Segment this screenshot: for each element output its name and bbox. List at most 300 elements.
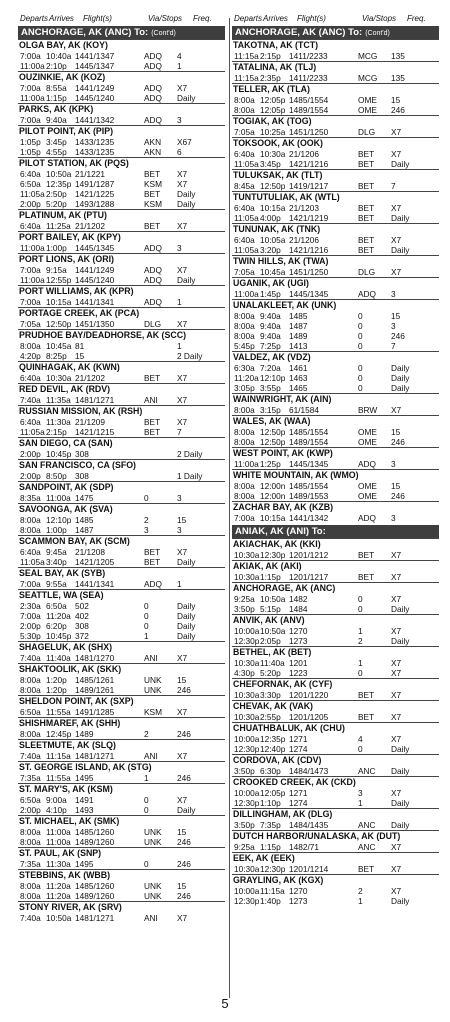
flight-number: 1441/1341 bbox=[75, 579, 115, 589]
frequency: 3 bbox=[391, 459, 396, 469]
via-stops: UNK bbox=[144, 891, 162, 901]
via-stops: BET bbox=[144, 189, 161, 199]
flight-number: 1445/1347 bbox=[75, 61, 115, 71]
flight-number: 1491 bbox=[75, 795, 94, 805]
depart-time: 10:30a bbox=[234, 550, 260, 560]
flight-number: 1489/1261 bbox=[75, 685, 115, 695]
flight-row bbox=[232, 734, 439, 744]
via-stops: BRW bbox=[358, 405, 378, 415]
flight-number: 1491/1285 bbox=[75, 707, 115, 717]
via-stops: UNK bbox=[144, 881, 162, 891]
frequency: X7 bbox=[177, 169, 188, 179]
depart-time: 8:00a bbox=[20, 685, 41, 695]
flight-number: 1481/1271 bbox=[75, 913, 115, 923]
via-stops: 0 bbox=[358, 341, 363, 351]
flight-row bbox=[232, 798, 439, 808]
via-stops: 1 bbox=[144, 773, 149, 783]
depart-time: 7:00a bbox=[20, 51, 41, 61]
depart-time: 6:40a bbox=[234, 149, 255, 159]
arrive-time: 10:45p bbox=[46, 449, 72, 459]
via-stops: 0 bbox=[358, 744, 363, 754]
flight-row bbox=[232, 383, 439, 393]
flight-number: 1441/1347 bbox=[75, 51, 115, 61]
arrive-time: 11:15a bbox=[260, 886, 285, 896]
flight-row bbox=[18, 147, 225, 157]
via-stops: KSM bbox=[144, 707, 162, 717]
frequency: Daily bbox=[391, 636, 410, 646]
flight-number: 1271 bbox=[289, 734, 308, 744]
flight-row bbox=[232, 491, 439, 501]
via-stops: BET bbox=[358, 712, 375, 722]
origin-title: ANCHORAGE, AK (ANC) To: bbox=[235, 27, 363, 38]
depart-time: 4:30p bbox=[234, 668, 255, 678]
depart-time: 8:00a bbox=[234, 427, 255, 437]
arrive-time: 9:40a bbox=[260, 331, 281, 341]
depart-time: 7:40a bbox=[20, 395, 41, 405]
depart-time: 8:00a bbox=[20, 341, 41, 351]
destination-heading: WAINWRIGHT, AK (AIN) bbox=[232, 393, 439, 405]
arrive-time: 9:40a bbox=[260, 321, 281, 331]
flight-row bbox=[232, 289, 439, 299]
destination-heading: DILLINGHAM, AK (DLG) bbox=[232, 808, 439, 820]
destination-heading: ANVIK, AK (ANV) bbox=[232, 614, 439, 626]
flight-row bbox=[18, 547, 225, 557]
arrive-time: 11:55a bbox=[46, 707, 71, 717]
frequency: 2 Daily bbox=[177, 449, 203, 459]
depart-time: 11:05a bbox=[234, 213, 259, 223]
destination-heading: WALES, AK (WAA) bbox=[232, 415, 439, 427]
frequency: X7 bbox=[177, 221, 188, 231]
flight-row bbox=[232, 437, 439, 447]
depart-time: 2:00p bbox=[20, 449, 41, 459]
via-stops: BET bbox=[358, 159, 375, 169]
arrive-time: 3:40p bbox=[46, 557, 67, 567]
frequency: X7 bbox=[177, 751, 188, 761]
arrive-time: 9:45a bbox=[46, 547, 67, 557]
flight-number: 1441/1341 bbox=[75, 297, 115, 307]
depart-time: 6:40a bbox=[20, 373, 41, 383]
arrive-time: 10:50a bbox=[260, 594, 286, 604]
flight-row bbox=[232, 341, 439, 351]
schedule-body-right bbox=[232, 26, 439, 906]
arrive-time: 6:30p bbox=[260, 766, 281, 776]
flight-number: 21/1208 bbox=[75, 547, 105, 557]
frequency: Daily bbox=[391, 383, 410, 393]
via-stops: OME bbox=[358, 491, 377, 501]
schedule-column-right bbox=[232, 12, 439, 906]
flight-number: 1475 bbox=[75, 493, 94, 503]
flight-row bbox=[18, 579, 225, 589]
arrive-time: 10:25a bbox=[260, 127, 286, 137]
flight-number: 1451/1350 bbox=[75, 319, 115, 329]
arrive-time: 2:55p bbox=[260, 712, 281, 722]
flight-row bbox=[18, 373, 225, 383]
frequency: X7 bbox=[177, 547, 188, 557]
destination-heading: SEATTLE, WA (SEA) bbox=[18, 589, 225, 601]
depart-time: 3:05p bbox=[234, 383, 255, 393]
flight-number: 1482 bbox=[289, 594, 308, 604]
flight-row bbox=[18, 93, 225, 103]
arrive-time: 1:15p bbox=[260, 572, 281, 582]
via-stops: 1 bbox=[358, 626, 363, 636]
frequency: X7 bbox=[177, 653, 188, 663]
flight-number: 1421/1225 bbox=[75, 189, 115, 199]
flight-row bbox=[18, 51, 225, 61]
continued-label: (Cont'd) bbox=[365, 30, 390, 37]
via-stops: BET bbox=[358, 245, 375, 255]
destination-heading: UNALAKLEET, AK (UNK) bbox=[232, 299, 439, 311]
depart-time: 11:00a bbox=[234, 459, 259, 469]
flight-number: 1461 bbox=[289, 363, 308, 373]
flight-row bbox=[18, 631, 225, 641]
frequency: X7 bbox=[177, 265, 188, 275]
destination-heading: TATALINA, AK (TLJ) bbox=[232, 61, 439, 73]
flight-number: 1274 bbox=[289, 744, 308, 754]
arrive-time: 1:25p bbox=[260, 459, 281, 469]
flight-number: 1485/1261 bbox=[75, 675, 115, 685]
frequency: 15 bbox=[177, 515, 187, 525]
flight-row bbox=[232, 127, 439, 137]
frequency: 246 bbox=[177, 685, 191, 695]
flight-number: 1485/1260 bbox=[75, 827, 115, 837]
arrive-time: 5:15p bbox=[260, 604, 281, 614]
flight-number: 21/1209 bbox=[75, 417, 105, 427]
flight-row bbox=[18, 795, 225, 805]
via-stops: ADQ bbox=[358, 513, 376, 523]
arrive-time: 2:35p bbox=[260, 73, 281, 83]
depart-time: 2:00p bbox=[20, 471, 41, 481]
flight-number: 1484 bbox=[289, 604, 308, 614]
destination-heading: TWIN HILLS, AK (TWA) bbox=[232, 255, 439, 267]
flight-row bbox=[232, 594, 439, 604]
flight-row bbox=[232, 766, 439, 776]
frequency: 3 bbox=[391, 321, 396, 331]
via-stops: BET bbox=[144, 373, 161, 383]
flight-number: 1421/1205 bbox=[75, 557, 115, 567]
flight-row bbox=[232, 481, 439, 491]
via-stops: 2 bbox=[358, 636, 363, 646]
column-header bbox=[18, 12, 225, 24]
flight-number: 1487 bbox=[75, 525, 94, 535]
frequency: X7 bbox=[177, 417, 188, 427]
destination-heading: AKIACHAK, AK (KKI) bbox=[232, 538, 439, 550]
destination-heading: ST. GEORGE ISLAND, AK (STG) bbox=[18, 761, 225, 773]
frequency: X7 bbox=[391, 550, 402, 560]
depart-time: 8:00a bbox=[20, 891, 41, 901]
depart-time: 7:40a bbox=[20, 751, 41, 761]
via-stops: BET bbox=[144, 557, 161, 567]
flight-row bbox=[18, 395, 225, 405]
flight-number: 1223 bbox=[289, 668, 308, 678]
arrive-time: 3:45p bbox=[260, 159, 281, 169]
destination-heading: UGANIK, AK (UGI) bbox=[232, 277, 439, 289]
flight-row bbox=[232, 842, 439, 852]
depart-time: 8:00a bbox=[20, 881, 41, 891]
flight-row bbox=[18, 169, 225, 179]
flight-row bbox=[18, 137, 225, 147]
frequency: Daily bbox=[177, 275, 196, 285]
depart-time: 3:50p bbox=[234, 766, 255, 776]
flight-row bbox=[18, 115, 225, 125]
via-stops: ANC bbox=[358, 842, 376, 852]
flight-row bbox=[232, 245, 439, 255]
via-stops: UNK bbox=[144, 837, 162, 847]
arrive-time: 12:00n bbox=[260, 481, 286, 491]
destination-heading: SCAMMON BAY, AK (SCM) bbox=[18, 535, 225, 547]
destination-heading: TELLER, AK (TLA) bbox=[232, 83, 439, 95]
depart-time: 8:00a bbox=[234, 311, 255, 321]
flight-row bbox=[232, 363, 439, 373]
flight-number: 1273 bbox=[289, 896, 308, 906]
header-departs: Departs bbox=[20, 13, 49, 23]
arrive-time: 9:40a bbox=[46, 115, 67, 125]
depart-time: 11:05a bbox=[20, 557, 45, 567]
via-stops: 2 bbox=[144, 729, 149, 739]
depart-time: 12:30p bbox=[234, 798, 260, 808]
flight-number: 1441/1249 bbox=[75, 265, 115, 275]
via-stops: OME bbox=[358, 427, 377, 437]
arrive-time: 2:05p bbox=[260, 636, 281, 646]
frequency: Daily bbox=[177, 805, 196, 815]
depart-time: 8:00a bbox=[234, 405, 255, 415]
arrive-time: 1:45p bbox=[260, 289, 281, 299]
via-stops: DLG bbox=[144, 319, 162, 329]
depart-time: 2:30a bbox=[20, 601, 41, 611]
flight-row bbox=[18, 515, 225, 525]
flight-row bbox=[18, 319, 225, 329]
destination-heading: SHISHMAREF, AK (SHH) bbox=[18, 717, 225, 729]
via-stops: 1 bbox=[358, 658, 363, 668]
depart-time: 10:00a bbox=[234, 626, 260, 636]
flight-number: 21/1206 bbox=[289, 149, 319, 159]
via-stops: ADQ bbox=[358, 289, 376, 299]
destination-heading: CHUATHBALUK, AK (CHU) bbox=[232, 722, 439, 734]
via-stops: BET bbox=[144, 417, 161, 427]
depart-time: 8:00a bbox=[234, 437, 255, 447]
via-stops: 0 bbox=[358, 604, 363, 614]
flight-row bbox=[232, 820, 439, 830]
destination-heading: ST. PAUL, AK (SNP) bbox=[18, 847, 225, 859]
frequency: 1 Daily bbox=[177, 471, 203, 481]
flight-number: 21/1202 bbox=[75, 221, 105, 231]
depart-time: 8:00a bbox=[20, 837, 41, 847]
arrive-time: 2:50p bbox=[46, 189, 67, 199]
arrive-time: 6:20p bbox=[46, 621, 67, 631]
flight-number: 1201/1214 bbox=[289, 864, 329, 874]
depart-time: 8:00a bbox=[234, 321, 255, 331]
destination-heading: DUTCH HARBOR/UNALASKA, AK (DUT) bbox=[232, 830, 439, 842]
flight-number: 21/1206 bbox=[289, 235, 319, 245]
flight-row bbox=[232, 744, 439, 754]
via-stops bbox=[144, 449, 177, 459]
depart-time: 6:30a bbox=[234, 363, 255, 373]
flight-row bbox=[232, 459, 439, 469]
depart-time: 3:50p bbox=[234, 604, 255, 614]
flight-number: 1495 bbox=[75, 859, 94, 869]
frequency: 246 bbox=[391, 437, 405, 447]
flight-number: 1489 bbox=[75, 729, 94, 739]
via-stops: ADQ bbox=[144, 265, 162, 275]
via-stops: ADQ bbox=[144, 115, 162, 125]
header-flights: Flight(s) bbox=[297, 13, 326, 23]
frequency: 3 bbox=[177, 525, 182, 535]
depart-time: 12:30p bbox=[234, 896, 260, 906]
frequency: Daily bbox=[177, 199, 196, 209]
via-stops: ADQ bbox=[144, 243, 162, 253]
arrive-time: 1:40p bbox=[260, 896, 281, 906]
frequency: 7 bbox=[391, 341, 396, 351]
destination-heading: PLATINUM, AK (PTU) bbox=[18, 209, 225, 221]
via-stops: BET bbox=[358, 572, 375, 582]
depart-time: 6:40a bbox=[20, 221, 41, 231]
arrive-time: 1:00p bbox=[46, 525, 67, 535]
destination-heading: AKIAK, AK (AKI) bbox=[232, 560, 439, 572]
frequency: 15 bbox=[177, 881, 187, 891]
flight-row bbox=[18, 653, 225, 663]
arrive-time: 12:35p bbox=[260, 734, 286, 744]
depart-time: 11:05a bbox=[234, 245, 259, 255]
flight-number: 1485/1260 bbox=[75, 881, 115, 891]
flight-row bbox=[18, 179, 225, 189]
via-stops: OME bbox=[358, 95, 377, 105]
flight-number: 1411/2233 bbox=[289, 51, 328, 61]
flight-number: 1201 bbox=[289, 658, 308, 668]
arrive-time: 3:20p bbox=[260, 245, 281, 255]
via-stops: 0 bbox=[358, 383, 363, 393]
via-stops: DLG bbox=[358, 127, 376, 137]
destination-heading: PORT WILLIAMS, AK (KPR) bbox=[18, 285, 225, 297]
flight-number: 1485/1554 bbox=[289, 95, 329, 105]
flight-row bbox=[232, 864, 439, 874]
destination-heading: BETHEL, AK (BET) bbox=[232, 646, 439, 658]
depart-time: 11:00a bbox=[20, 61, 45, 71]
arrive-time: 3:30p bbox=[260, 690, 281, 700]
via-stops: ANC bbox=[358, 820, 376, 830]
frequency: X7 bbox=[177, 319, 188, 329]
header-departs: Departs bbox=[234, 13, 263, 23]
frequency: X7 bbox=[391, 149, 402, 159]
via-stops: UNK bbox=[144, 827, 162, 837]
via-stops: AKN bbox=[144, 147, 162, 157]
via-stops: 0 bbox=[144, 601, 149, 611]
flight-number: 1433/1235 bbox=[75, 137, 115, 147]
depart-time: 11:05a bbox=[234, 159, 259, 169]
arrive-time: 12:00n bbox=[260, 491, 286, 501]
via-stops bbox=[144, 351, 177, 361]
frequency: 246 bbox=[177, 837, 191, 847]
destination-heading: PILOT STATION, AK (PQS) bbox=[18, 157, 225, 169]
via-stops: 2 bbox=[144, 515, 149, 525]
via-stops: BET bbox=[144, 547, 161, 557]
depart-time: 8:00a bbox=[234, 331, 255, 341]
depart-time: 8:00a bbox=[20, 827, 41, 837]
depart-time: 7:00a bbox=[20, 611, 41, 621]
flight-row bbox=[232, 712, 439, 722]
arrive-time: 10:45a bbox=[260, 267, 286, 277]
arrive-time: 10:40a bbox=[46, 51, 72, 61]
frequency: 1 bbox=[177, 297, 182, 307]
via-stops: 1 bbox=[358, 896, 363, 906]
flight-number: 1489/1260 bbox=[75, 837, 115, 847]
flight-number: 1485 bbox=[75, 515, 94, 525]
depart-time: 10:30a bbox=[234, 712, 260, 722]
destination-heading: SAVOONGA, AK (SVA) bbox=[18, 503, 225, 515]
arrive-time: 11:00a bbox=[46, 837, 71, 847]
depart-time: 2:00p bbox=[20, 199, 41, 209]
depart-time: 4:20p bbox=[20, 351, 41, 361]
flight-row bbox=[232, 604, 439, 614]
via-stops: ADQ bbox=[144, 83, 162, 93]
frequency: X7 bbox=[391, 712, 402, 722]
depart-time: 3:50p bbox=[234, 820, 255, 830]
frequency: Daily bbox=[391, 213, 410, 223]
arrive-time: 12:30p bbox=[260, 864, 286, 874]
continued-label: (Cont'd) bbox=[151, 30, 176, 37]
flight-number: 502 bbox=[75, 601, 89, 611]
via-stops: AKN bbox=[144, 137, 162, 147]
flight-number: 21/1221 bbox=[75, 169, 105, 179]
destination-heading: OLGA BAY, AK (KOY) bbox=[18, 39, 225, 51]
depart-time: 7:35a bbox=[20, 859, 41, 869]
destination-heading: PARKS, AK (KPK) bbox=[18, 103, 225, 115]
arrive-time: 12:55p bbox=[46, 275, 72, 285]
depart-time: 11:00a bbox=[234, 289, 259, 299]
frequency: 246 bbox=[391, 491, 405, 501]
arrive-time: 11:00a bbox=[46, 827, 71, 837]
flight-row bbox=[18, 729, 225, 739]
arrive-time: 9:55a bbox=[46, 579, 67, 589]
flight-number: 81 bbox=[75, 341, 85, 351]
flight-row bbox=[18, 417, 225, 427]
flight-number: 1445/1240 bbox=[75, 275, 115, 285]
flight-row bbox=[232, 886, 439, 896]
frequency: X7 bbox=[391, 788, 402, 798]
frequency: X7 bbox=[391, 594, 402, 604]
destination-heading: ANCHORAGE, AK (ANC) bbox=[232, 582, 439, 594]
flight-row bbox=[18, 493, 225, 503]
depart-time: 10:30a bbox=[234, 864, 260, 874]
flight-number: 1441/1342 bbox=[289, 513, 329, 523]
flight-row bbox=[18, 601, 225, 611]
destination-heading: PORTAGE CREEK, AK (PCA) bbox=[18, 307, 225, 319]
via-stops: 0 bbox=[144, 795, 149, 805]
flight-row bbox=[18, 221, 225, 231]
flight-row bbox=[232, 405, 439, 415]
arrive-time: 10:50a bbox=[46, 169, 72, 179]
destination-heading: SAN FRANCISCO, CA (SFO) bbox=[18, 459, 225, 471]
arrive-time: 10:30a bbox=[260, 149, 286, 159]
via-stops: BET bbox=[144, 221, 161, 231]
flight-row bbox=[18, 859, 225, 869]
frequency: 7 bbox=[177, 427, 182, 437]
flight-row bbox=[232, 626, 439, 636]
destination-heading: SLEETMUTE, AK (SLQ) bbox=[18, 739, 225, 751]
flight-number: 1201/1212 bbox=[289, 550, 329, 560]
destination-heading: PORT LIONS, AK (ORI) bbox=[18, 253, 225, 265]
via-stops: BET bbox=[358, 864, 375, 874]
flight-number: 1491/1287 bbox=[75, 179, 115, 189]
frequency: X7 bbox=[391, 886, 402, 896]
flight-row bbox=[232, 668, 439, 678]
flight-row bbox=[232, 95, 439, 105]
depart-time: 2:00p bbox=[20, 805, 41, 815]
flight-number: 1433/1235 bbox=[75, 147, 115, 157]
frequency: X7 bbox=[177, 707, 188, 717]
arrive-time: 11:40a bbox=[46, 653, 71, 663]
depart-time: 10:30a bbox=[234, 658, 260, 668]
frequency: Daily bbox=[391, 363, 410, 373]
via-stops: 3 bbox=[358, 788, 363, 798]
